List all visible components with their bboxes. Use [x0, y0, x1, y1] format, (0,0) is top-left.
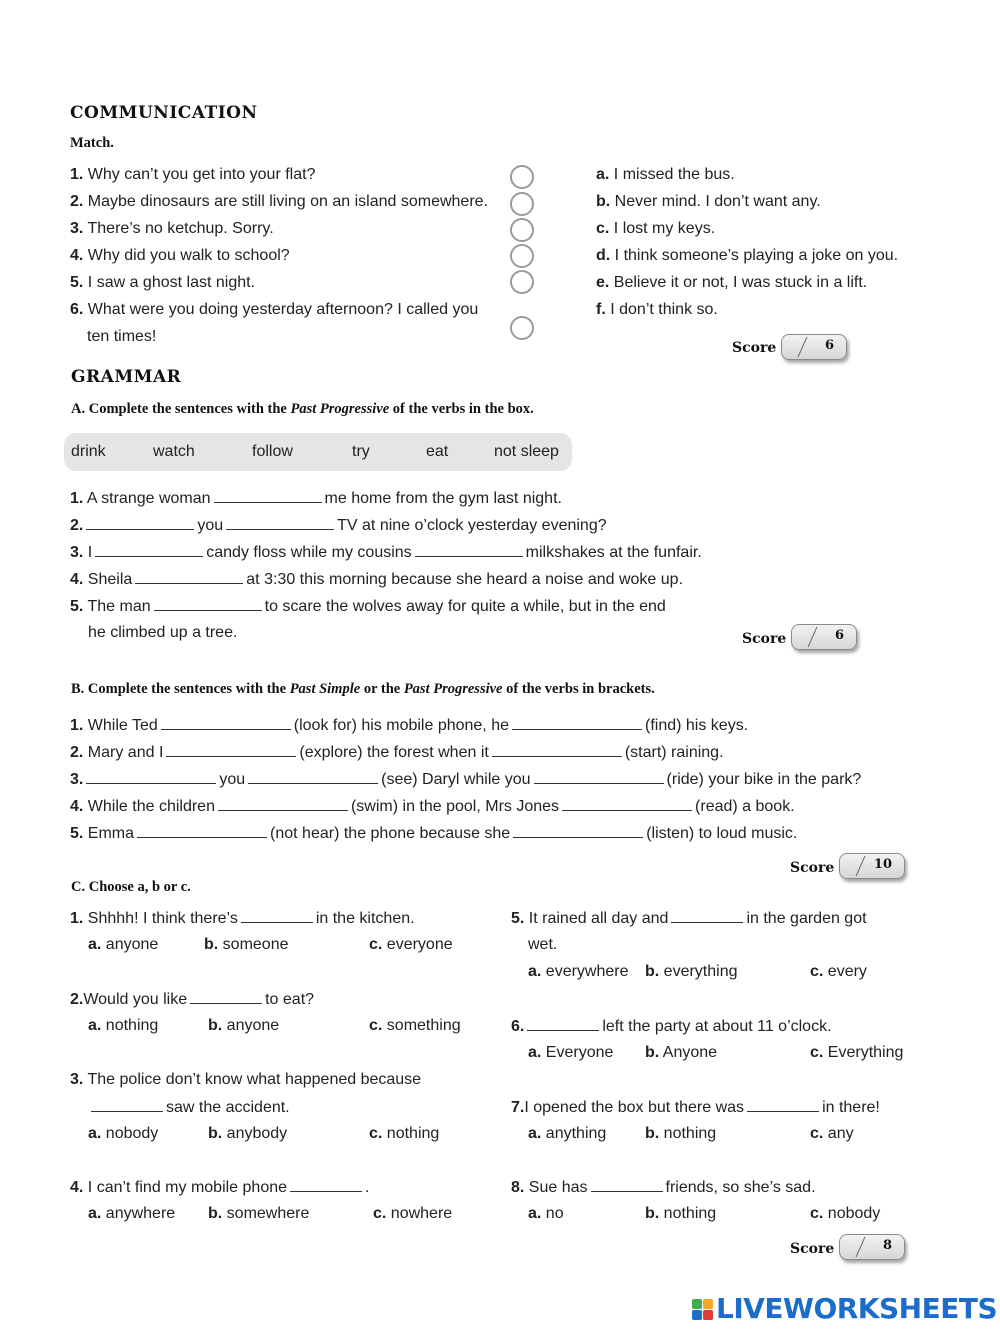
- answer-blank[interactable]: [492, 742, 622, 757]
- option-7b[interactable]: b. nothing: [645, 1125, 717, 1142]
- grammar-b-question-5: 5. Emma (not hear) the phone because she (listen) to loud music.: [70, 825, 798, 842]
- answer-blank[interactable]: [161, 715, 291, 730]
- grammar-a-question-4: 4. Sheila at 3:30 this morning because she heard a noise and woke up.: [70, 571, 684, 588]
- answer-blank[interactable]: [534, 769, 664, 784]
- answer-blank[interactable]: [86, 769, 216, 784]
- answer-blank[interactable]: [226, 515, 334, 530]
- grammar-c-question-4: 4. I can’t find my mobile phone .: [70, 1179, 370, 1196]
- match-answer-circle-6[interactable]: [510, 316, 534, 340]
- option-5a[interactable]: a. everywhere: [528, 963, 629, 980]
- answer-blank[interactable]: [91, 1097, 163, 1112]
- grammar-b-question-2: 2. Mary and I (explore) the forest when it (start) raining.: [70, 744, 724, 761]
- match-question-5: 5. I saw a ghost last night.: [70, 274, 255, 291]
- answer-blank[interactable]: [562, 796, 692, 811]
- option-1a[interactable]: a. anyone: [88, 936, 159, 953]
- option-2a[interactable]: a. nothing: [88, 1017, 159, 1034]
- grammar-c-question-3-continued: saw the accident.: [88, 1097, 290, 1118]
- answer-blank[interactable]: [512, 715, 642, 730]
- grammar-a-question-5-continued: he climbed up a tree.: [88, 624, 238, 641]
- answer-blank[interactable]: [214, 488, 322, 503]
- grammar-c-question-6: 6. left the party at about 11 o’clock.: [511, 1018, 832, 1035]
- grammar-b-instruction: B. Complete the sentences with the Past Simple or the Past Progressive of the verbs in brackets.: [71, 681, 655, 697]
- answer-blank[interactable]: [190, 989, 262, 1004]
- option-6a[interactable]: a. Everyone: [528, 1044, 614, 1061]
- match-answer-a: a. I missed the bus.: [596, 166, 735, 183]
- answer-blank[interactable]: [415, 542, 523, 557]
- word-box-item: follow: [252, 443, 293, 460]
- answer-blank[interactable]: [591, 1177, 663, 1192]
- option-3c[interactable]: c. nothing: [369, 1125, 440, 1142]
- grammar-a-instruction: A. Complete the sentences with the Past Progressive of the verbs in the box.: [71, 401, 534, 417]
- answer-blank[interactable]: [137, 823, 267, 838]
- score-label-grammar-b: Score: [790, 860, 835, 876]
- grammar-a-question-3: 3. I candy floss while my cousins milkshakes at the funfair.: [70, 544, 702, 561]
- score-label-communication: Score: [732, 340, 777, 356]
- option-4a[interactable]: a. anywhere: [88, 1205, 176, 1222]
- match-answer-f: f. I don’t think so.: [596, 301, 718, 318]
- answer-blank[interactable]: [513, 823, 643, 838]
- answer-blank[interactable]: [135, 569, 243, 584]
- score-box-communication: 6: [781, 334, 847, 360]
- match-answer-circle-4[interactable]: [510, 244, 534, 268]
- score-box-grammar-c: 8: [839, 1234, 905, 1260]
- grammar-c-question-8: 8. Sue has friends, so she’s sad.: [511, 1179, 816, 1196]
- answer-blank[interactable]: [218, 796, 348, 811]
- score-box-grammar-a: 6: [791, 624, 857, 650]
- option-6c[interactable]: c. Everything: [810, 1044, 904, 1061]
- option-3b[interactable]: b. anybody: [208, 1125, 288, 1142]
- option-4c[interactable]: c. nowhere: [373, 1205, 453, 1222]
- match-question-4: 4. Why did you walk to school?: [70, 247, 290, 264]
- answer-blank[interactable]: [86, 515, 194, 530]
- grammar-heading: GRAMMAR: [71, 367, 182, 387]
- answer-blank[interactable]: [166, 742, 296, 757]
- grammar-c-instruction: C. Choose a, b or c.: [71, 879, 191, 895]
- match-question-2: 2. Maybe dinosaurs are still living on an island somewhere.: [70, 193, 488, 210]
- match-answer-b: b. Never mind. I don’t want any.: [596, 193, 821, 210]
- match-answer-circle-1[interactable]: [510, 165, 534, 189]
- option-7a[interactable]: a. anything: [528, 1125, 607, 1142]
- option-8a[interactable]: a. no: [528, 1205, 564, 1222]
- match-question-6: 6. What were you doing yesterday afternoon? I called you: [70, 301, 479, 318]
- liveworksheets-logo-icon: [692, 1299, 714, 1321]
- answer-blank[interactable]: [671, 908, 743, 923]
- answer-blank[interactable]: [747, 1097, 819, 1112]
- option-7c[interactable]: c. any: [810, 1125, 854, 1142]
- match-answer-circle-2[interactable]: [510, 192, 534, 216]
- option-6b[interactable]: b. Anyone: [645, 1044, 718, 1061]
- option-1b[interactable]: b. someone: [204, 936, 289, 953]
- match-question-3: 3. There’s no ketchup. Sorry.: [70, 220, 274, 237]
- grammar-c-question-7: 7.I opened the box but there was in there!: [511, 1099, 880, 1116]
- grammar-c-question-1: 1. Shhhh! I think there’s in the kitchen.: [70, 910, 415, 927]
- match-answer-c: c. I lost my keys.: [596, 220, 716, 237]
- match-answer-d: d. I think someone’s playing a joke on you.: [596, 247, 899, 264]
- answer-blank[interactable]: [154, 596, 262, 611]
- word-box-item: eat: [426, 443, 449, 460]
- option-2b[interactable]: b. anyone: [208, 1017, 280, 1034]
- grammar-b-question-3: 3. you (see) Daryl while you (ride) your bike in the park?: [70, 771, 862, 788]
- option-3a[interactable]: a. nobody: [88, 1125, 159, 1142]
- communication-instruction: Match.: [70, 135, 114, 151]
- grammar-c-question-2: 2.Would you like to eat?: [70, 991, 315, 1008]
- score-label-grammar-c: Score: [790, 1241, 835, 1257]
- match-question-1: 1. Why can’t you get into your flat?: [70, 166, 316, 183]
- match-answer-circle-5[interactable]: [510, 270, 534, 294]
- option-5c[interactable]: c. every: [810, 963, 867, 980]
- grammar-c-question-3: 3. The police don’t know what happened because: [70, 1071, 422, 1088]
- answer-blank[interactable]: [290, 1177, 362, 1192]
- answer-blank[interactable]: [527, 1016, 599, 1031]
- word-box-item: drink: [71, 443, 106, 460]
- answer-blank[interactable]: [241, 908, 313, 923]
- option-1c[interactable]: c. everyone: [369, 936, 453, 953]
- option-2c[interactable]: c. something: [369, 1017, 461, 1034]
- grammar-a-question-1: 1. A strange woman me home from the gym last night.: [70, 490, 562, 507]
- option-8b[interactable]: b. nothing: [645, 1205, 717, 1222]
- word-box-item: watch: [153, 443, 195, 460]
- grammar-c-question-5-continued: wet.: [528, 936, 558, 953]
- grammar-b-question-4: 4. While the children (swim) in the pool, Mrs Jones (read) a book.: [70, 798, 795, 815]
- score-box-grammar-b: 10: [839, 853, 905, 879]
- logo-text: LIVEWORKSHEETS: [716, 1292, 998, 1325]
- match-answer-e: e. Believe it or not, I was stuck in a lift.: [596, 274, 868, 291]
- grammar-a-question-5: 5. The man to scare the wolves away for quite a while, but in the end: [70, 598, 666, 615]
- option-8c[interactable]: c. nobody: [810, 1205, 881, 1222]
- word-box-item: try: [352, 443, 370, 460]
- option-4b[interactable]: b. somewhere: [208, 1205, 310, 1222]
- word-box-item: not sleep: [494, 443, 559, 460]
- answer-blank[interactable]: [95, 542, 203, 557]
- option-5b[interactable]: b. everything: [645, 963, 738, 980]
- grammar-c-question-5: 5. It rained all day and in the garden got: [511, 910, 867, 927]
- match-question-6-continued: ten times!: [87, 328, 157, 345]
- match-answer-circle-3[interactable]: [510, 218, 534, 242]
- grammar-a-question-2: 2. you TV at nine o’clock yesterday evening?: [70, 517, 607, 534]
- answer-blank[interactable]: [248, 769, 378, 784]
- communication-heading: COMMUNICATION: [70, 103, 258, 123]
- score-label-grammar-a: Score: [742, 631, 787, 647]
- grammar-b-question-1: 1. While Ted (look for) his mobile phone, he (find) his keys.: [70, 717, 749, 734]
